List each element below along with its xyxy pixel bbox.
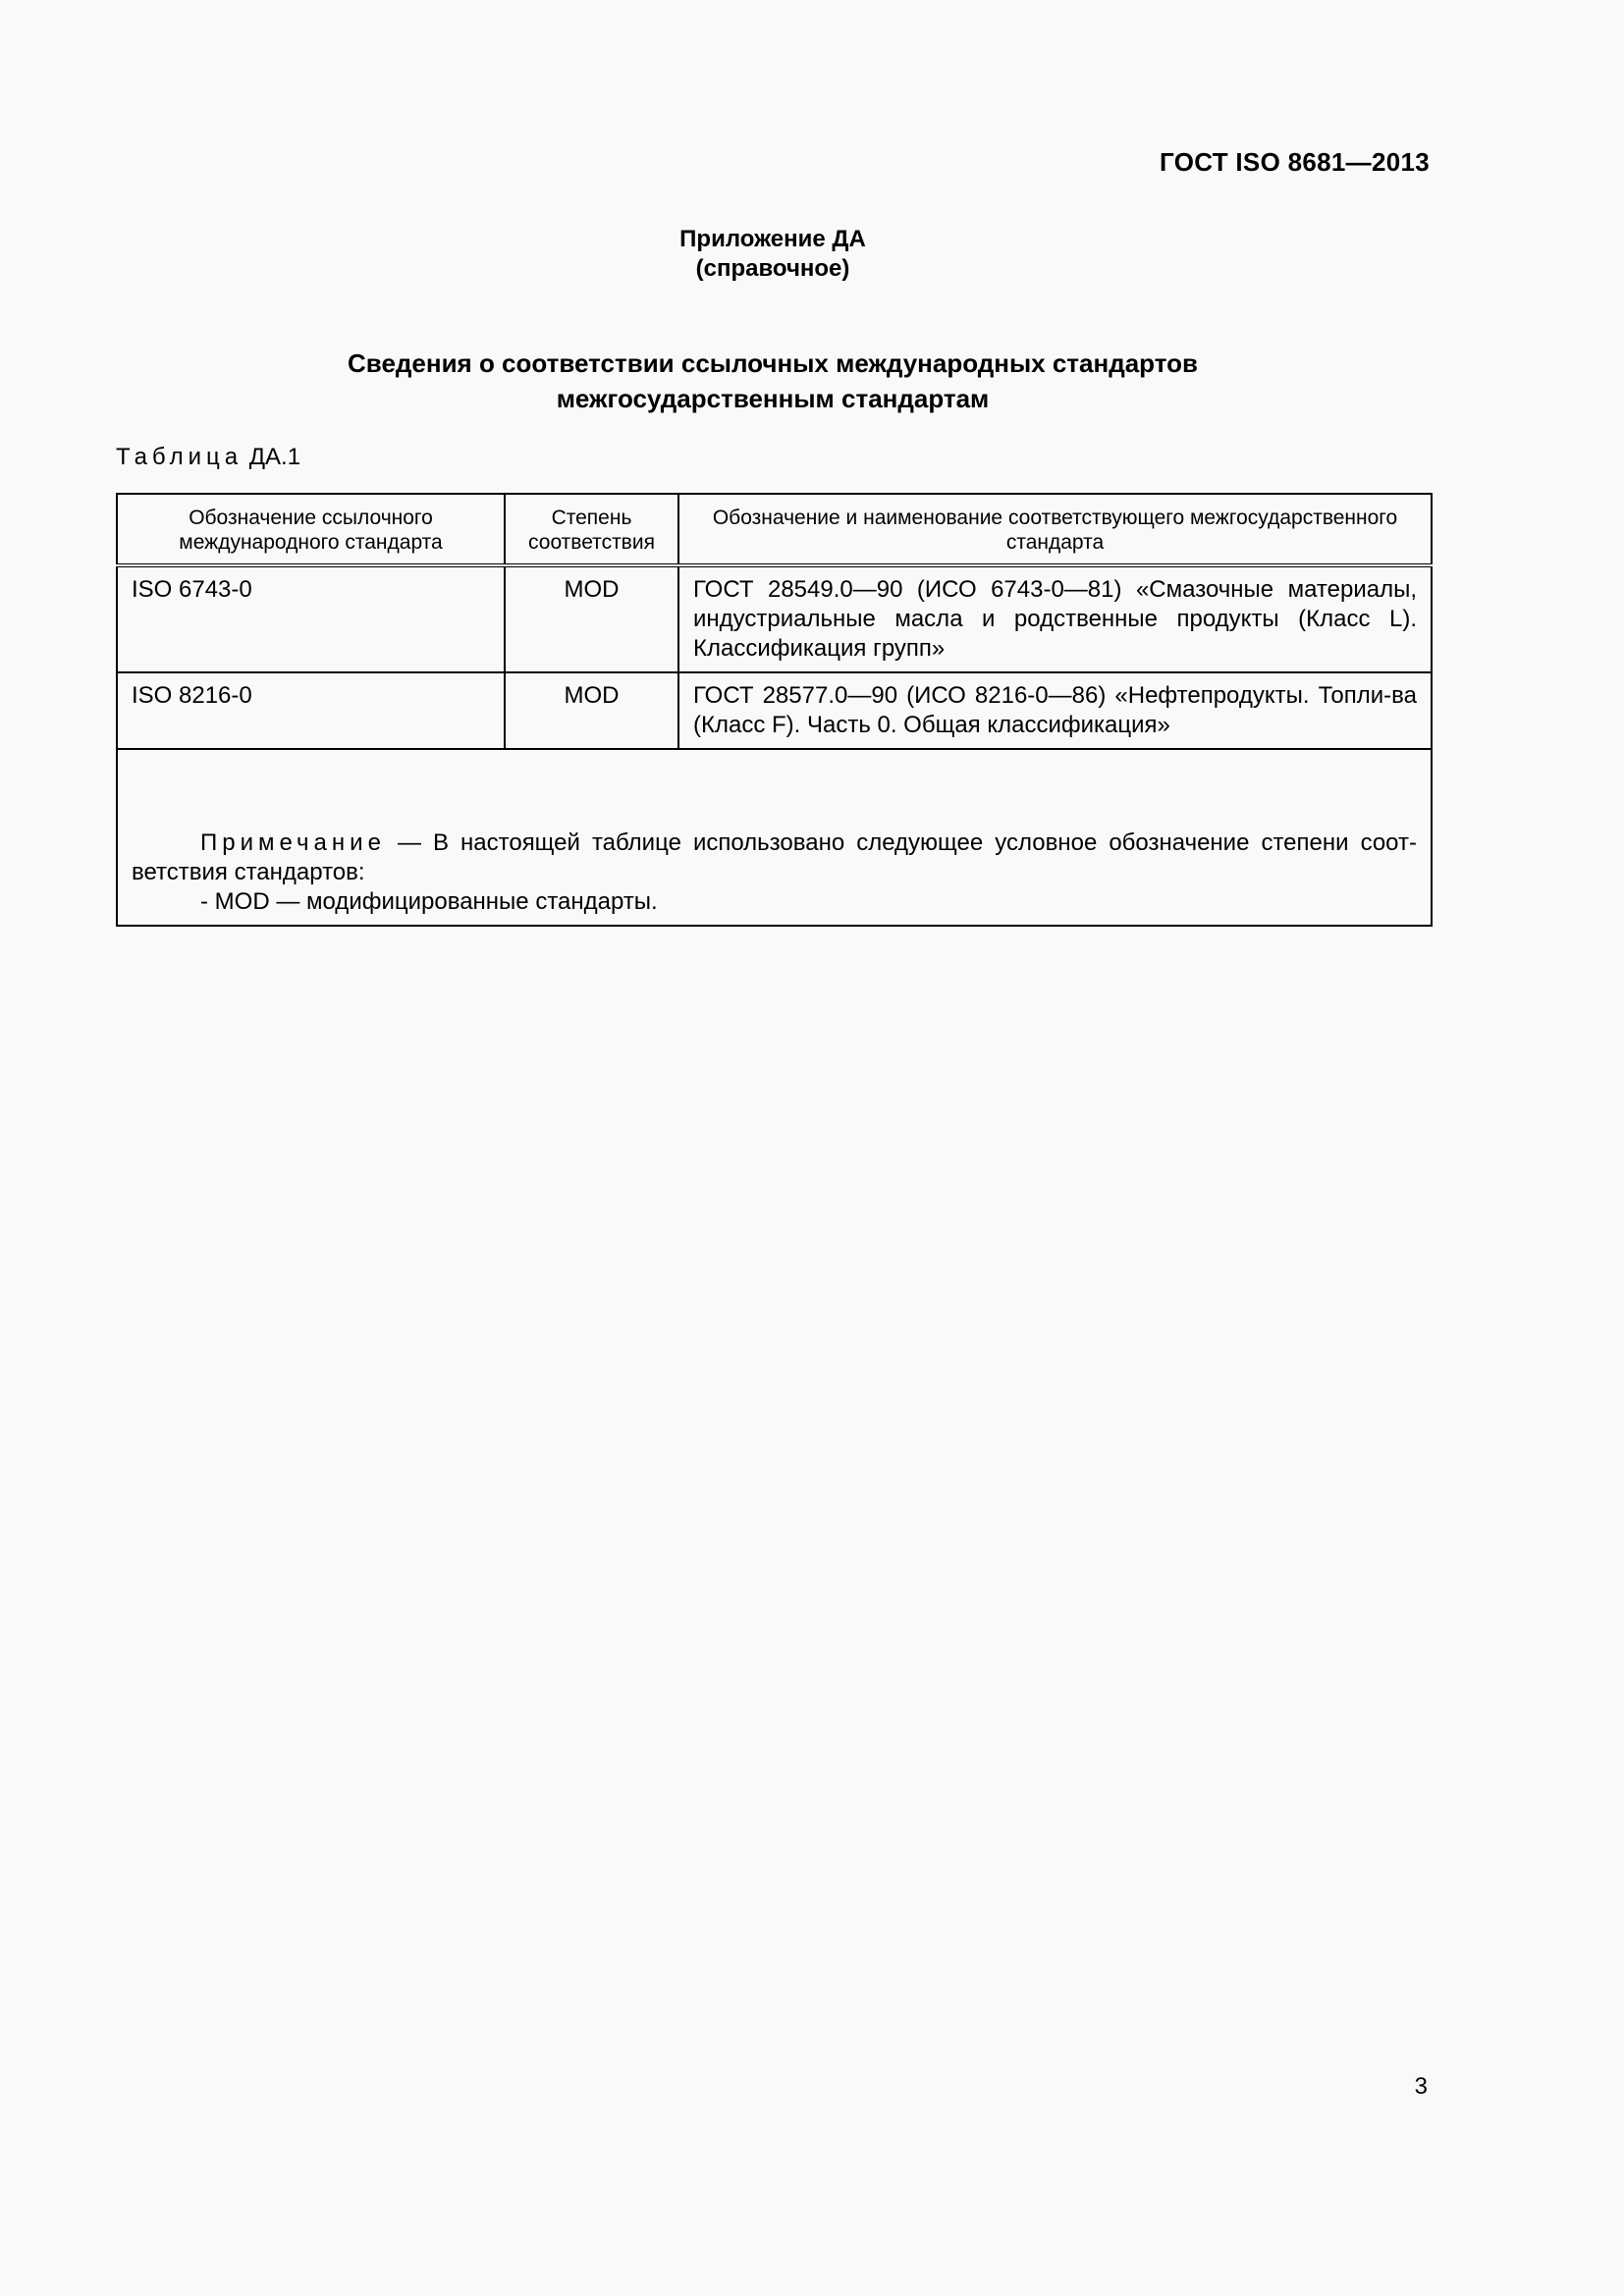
note-item: - MOD — модифицированные стандарты. — [200, 888, 658, 915]
note-label: Примечание — [200, 829, 386, 856]
cell-intl-standard: ISO 8216-0 — [117, 672, 505, 749]
header-degree: Степень соответствия — [505, 494, 678, 565]
appendix-subtitle: (справочное) — [695, 255, 850, 282]
section-title — [0, 346, 1545, 416]
note-text — [132, 828, 1417, 887]
cell-interstate-standard: ГОСТ 28549.0—90 (ИСО 6743-0—81) «Смазочные материалы, индустриальные масла и родственные продукты (Класс L). Классификация групп» — [678, 565, 1432, 672]
cell-degree: MOD — [505, 565, 678, 672]
page-number: 3 — [1414, 2073, 1428, 2100]
table-note-row — [117, 749, 1432, 926]
section-title-line-2: межгосударственным стандартам — [556, 384, 990, 413]
cell-intl-standard: ISO 6743-0 — [117, 565, 505, 672]
table-caption-number: ДА.1 — [248, 444, 301, 470]
cell-interstate-standard: ГОСТ 28577.0—90 (ИСО 8216-0—86) «Нефтепродукты. Топли-ва (Класс F). Часть 0. Общая классификация» — [678, 672, 1432, 749]
document-code: ГОСТ ISO 8681—2013 — [1160, 147, 1430, 177]
appendix-heading — [0, 225, 1545, 284]
note-body: — В настоящей таблице использовано следующее условное обозначение степени соот-ветствия стандартов: — [132, 829, 1417, 885]
cell-degree: MOD — [505, 672, 678, 749]
table-caption-label: Таблица — [116, 444, 244, 470]
table-note — [117, 749, 1432, 926]
table-caption — [116, 444, 300, 471]
table-row — [117, 565, 1432, 672]
standards-correspondence-table — [116, 493, 1433, 927]
header-interstate-standard: Обозначение и наименование соответствующего межгосударственного стандарта — [678, 494, 1432, 565]
section-title-line-1: Сведения о соответствии ссылочных международных стандартов — [348, 348, 1198, 378]
table-header-row — [117, 494, 1432, 565]
appendix-title: Приложение ДА — [679, 226, 866, 252]
header-intl-standard: Обозначение ссылочного международного стандарта — [117, 494, 505, 565]
table-row — [117, 672, 1432, 749]
